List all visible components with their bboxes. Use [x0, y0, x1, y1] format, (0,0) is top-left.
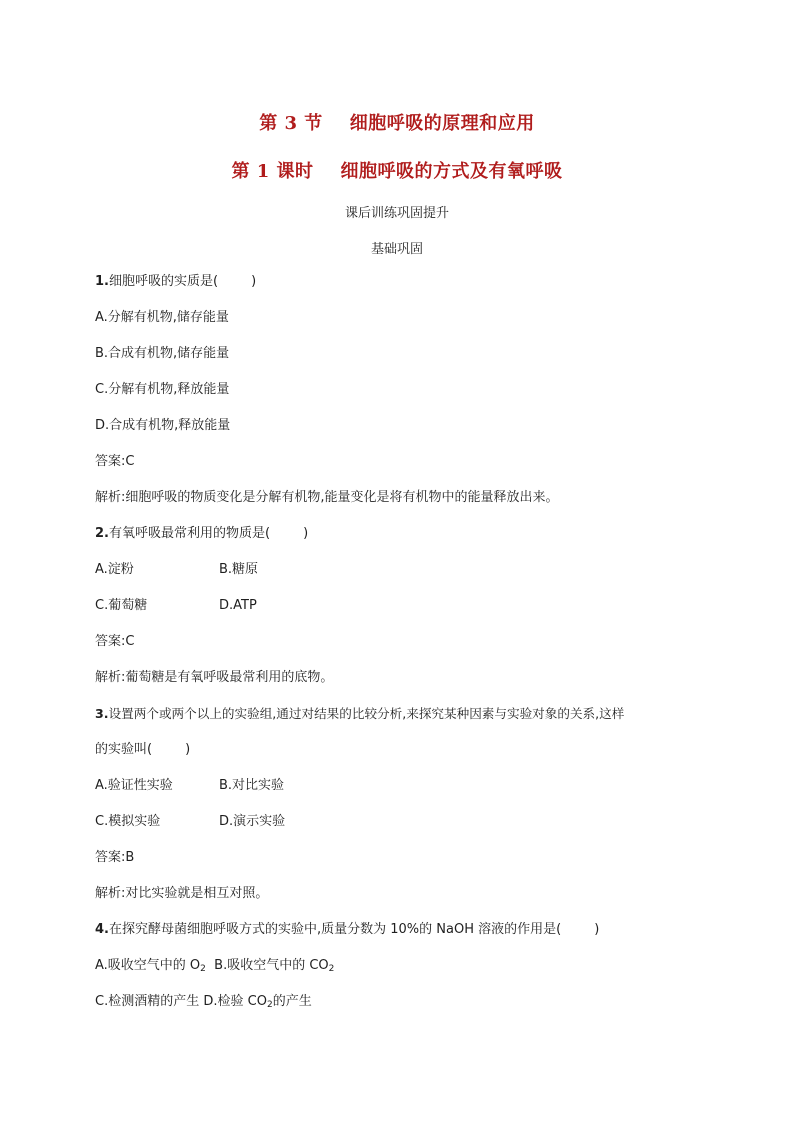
question-2-stem — [95, 525, 308, 543]
question-2-option-b: B.糖原 — [219, 562, 259, 577]
question-text: 设置两个或两个以上的实验组,通过对结果的比较分析,来探究某种因素与实验对象的关系,这样 — [108, 706, 625, 721]
question-3-analysis — [95, 885, 268, 903]
question-number: 1. — [95, 274, 109, 289]
analysis-text: 葡萄糖是有氧呼吸最常利用的底物。 — [125, 670, 334, 685]
section-title: 第 3 节 细胞呼吸的原理和应用 — [259, 113, 535, 134]
answer-value: C — [125, 454, 135, 469]
question-2-answer — [95, 633, 134, 651]
question-number: 2. — [95, 526, 109, 541]
question-3-option-d: D.演示实验 — [219, 814, 286, 829]
question-4-option-a: A.吸收空气中的 $O_2$ — [95, 958, 206, 974]
question-3-answer — [95, 849, 134, 867]
analysis-label: 解析: — [95, 490, 126, 505]
question-4-stem — [95, 921, 599, 939]
answer-label: 答案: — [95, 850, 126, 865]
question-1-stem — [95, 273, 256, 291]
question-1-analysis — [95, 489, 559, 507]
answer-value: C — [125, 634, 135, 649]
question-text: 细胞呼吸的实质是( ) — [108, 274, 257, 289]
analysis-text: 细胞呼吸的物质变化是分解有机物,能量变化是将有机物中的能量释放出来。 — [125, 490, 559, 505]
answer-value: B — [125, 850, 135, 865]
question-2-option-c: C.葡萄糖 — [95, 598, 148, 613]
question-text: 有氧呼吸最常利用的物质是( ) — [108, 526, 309, 541]
question-1-option-c: C.分解有机物,释放能量 — [95, 382, 230, 397]
question-text: 在探究酵母菌细胞呼吸方式的实验中,质量分数为 10%的 NaOH 溶液的作用是( ) — [108, 922, 600, 937]
question-2-analysis — [95, 669, 333, 687]
question-1-option-a: A.分解有机物,储存能量 — [95, 310, 229, 325]
question-4-options-row-1 — [95, 957, 334, 975]
lesson-title: 第 1 课时 细胞呼吸的方式及有氧呼吸 — [231, 161, 563, 182]
question-4-options-row-2 — [95, 993, 312, 1011]
subtitle: 课后训练巩固提升 — [344, 206, 449, 221]
question-3-stem — [95, 705, 624, 723]
question-3-option-b: B.对比实验 — [219, 778, 285, 793]
answer-label: 答案: — [95, 634, 126, 649]
question-1-option-d: D.合成有机物,释放能量 — [95, 418, 231, 433]
category-heading: 基础巩固 — [370, 242, 423, 257]
question-number: 4. — [95, 922, 109, 937]
analysis-label: 解析: — [95, 886, 126, 901]
analysis-label: 解析: — [95, 670, 126, 685]
question-1-answer — [95, 453, 134, 471]
question-number: 3. — [95, 706, 109, 721]
question-3-option-c: C.模拟实验 — [95, 814, 161, 829]
analysis-text: 对比实验就是相互对照。 — [125, 886, 269, 901]
question-2-option-d: D.ATP — [219, 598, 257, 613]
question-2-option-a: A.淀粉 — [95, 562, 134, 577]
question-3-stem-continued: 的实验叫( ) — [95, 742, 191, 757]
question-1-option-b: B.合成有机物,储存能量 — [95, 346, 230, 361]
question-4-option-c: C.检测酒精的产生 — [95, 994, 200, 1009]
question-4-option-b: B.吸收空气中的 $CO_2$ — [214, 958, 335, 974]
answer-label: 答案: — [95, 454, 126, 469]
question-4-option-d: D.检验 $CO_2$的产生 — [203, 994, 312, 1010]
question-3-option-a: A.验证性实验 — [95, 778, 173, 793]
